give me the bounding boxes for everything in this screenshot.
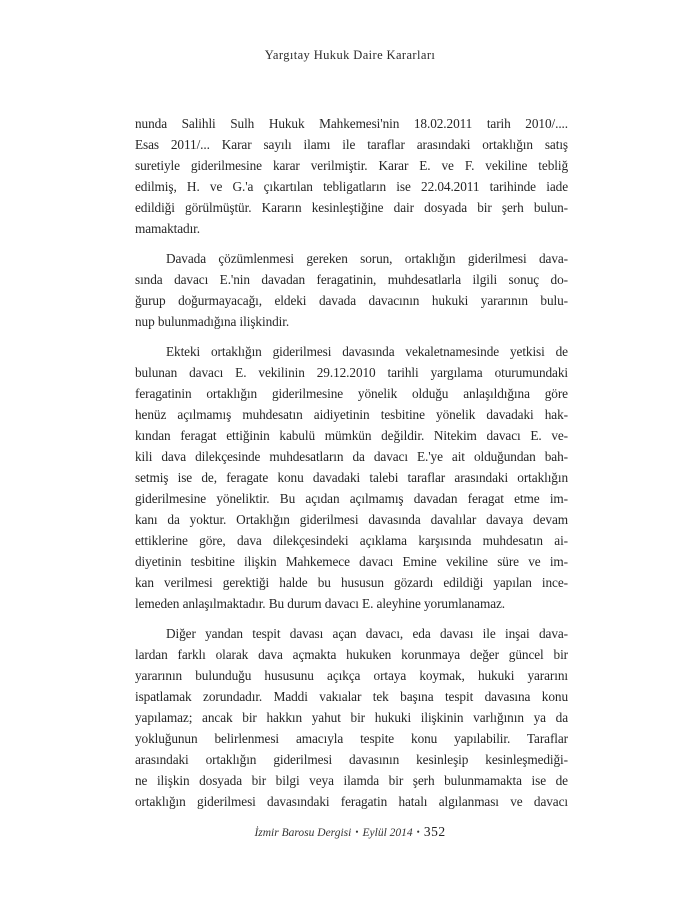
paragraph-4 [135,623,568,812]
text-line: diyetinin tesbitine ilişkin Mahkemece davacı Emine vekiline süre ve im- [135,554,568,569]
paragraph-2 [135,248,568,332]
text-line: kından feragat ettiğinin kabulü mümkün değildir. Nitekim davacı E. ve- [135,428,568,443]
page-number: 352 [423,824,446,839]
footer-bullet-icon: • [416,827,420,837]
text-line: nunda Salihli Sulh Hukuk Mahkemesi'nin 18.02.2011 tarih 2010/.... [135,116,568,131]
footer-bullet-icon: • [355,827,359,837]
text-line: ortaklığın giderilmesi davasındaki feragatin hatalı algılanması ve davacı [135,794,568,809]
text-line: kili dava dilekçesinde muhdesatların da davacı E.'ye ait olduğundan bah- [135,449,568,464]
text-line: yapılamaz; ancak bir hakkın yahut bir hukuki ilişkinin varlığının ya da [135,710,568,725]
text-line: mamaktadır. [135,221,200,236]
text-line: yokluğunun belirlenmesi amacıyla tespite konu yapılabilir. Taraflar [135,731,568,746]
text-line: bulunan davacı E. vekilinin 29.12.2010 tarihli yargılama oturumundaki [135,365,568,380]
text-line: edilmiş, H. ve G.'a çıkartılan tebligatların ise 22.04.2011 tarihinde iade [135,179,568,194]
journal-name: İzmir Barosu Dergisi [254,827,352,839]
paragraph-1 [135,113,568,239]
text-line: kanı da yoktur. Ortaklığın giderilmesi davasında davalılar davaya devam [135,512,568,527]
text-line: kan verilmesi gerektiği halde bu hususun gözardı edildiği yapılan ince- [135,575,568,590]
issue-date: Eylül 2014 [362,827,413,839]
text-line: lemeden anlaşılmaktadır. Bu durum davacı E. aleyhine yorumlanamaz. [135,596,506,611]
page-footer [0,824,700,840]
text-line: ettiklerine göre, dava dilekçesindeki açıklama karşısında muhdesatın ai- [135,533,568,548]
text-line: yararının bulunduğu hususunu açıkça ortaya koymak, hukuki yararını [135,668,568,683]
body-text [135,113,568,812]
text-line: Ekteki ortaklığın giderilmesi davasında vekaletnamesinde yetkisi de [166,344,568,359]
text-line: giderilmesine yöneliktir. Bu açıdan açılmamış davadan feragat etme im- [135,491,568,506]
text-line: Esas 2011/... Karar sayılı ilamı ile taraflar arasındaki ortaklığın satış [135,137,568,152]
running-header: Yargıtay Hukuk Daire Kararları [264,48,436,62]
text-line: henüz açılmamış muhdesatın aidiyetinin tesbitine yönelik davadaki hak- [135,407,568,422]
text-line: arasındaki ortaklığın giderilmesi davasının kesinleşip kesinleşmediği- [135,752,568,767]
text-line: ğurup doğurmayacağı, eldeki davada davacının hukuki yararının bulu- [135,293,568,308]
paragraph-3 [135,341,568,614]
text-line: setmiş ise de, feragate konu davadaki talebi taraflar arasındaki ortaklığın [135,470,568,485]
text-line: sında davacı E.'nin davadan feragatinin, muhdesatlarla ilgili sonuç do- [135,272,568,287]
text-line: suretiyle giderilmesine karar verilmiştir. Karar E. ve F. vekiline tebliğ [135,158,568,173]
text-line: lardan farklı olarak dava açmakta hukuken korunmaya değer güncel bir [135,647,568,662]
text-line: feragatinin ortaklığın giderilmesine yönelik olduğu anlaşıldığına göre [135,386,568,401]
text-line: ispatlamak zorundadır. Maddi vakıalar tek başına tespit davasına konu [135,689,568,704]
text-line: ne ilişkin dosyada bir bilgi veya ilamda bir şerh bulunmamakta ise de [135,773,568,788]
text-line: edildiği görülmüştür. Kararın kesinleştiğine dair dosyada bir şerh bulun- [135,200,568,215]
text-line: Davada çözümlenmesi gereken sorun, ortaklığın giderilmesi dava- [166,251,568,266]
text-line: Diğer yandan tespit davası açan davacı, eda davası ile inşai dava- [166,626,568,641]
text-line: nup bulunmadığına ilişkindir. [135,314,290,329]
